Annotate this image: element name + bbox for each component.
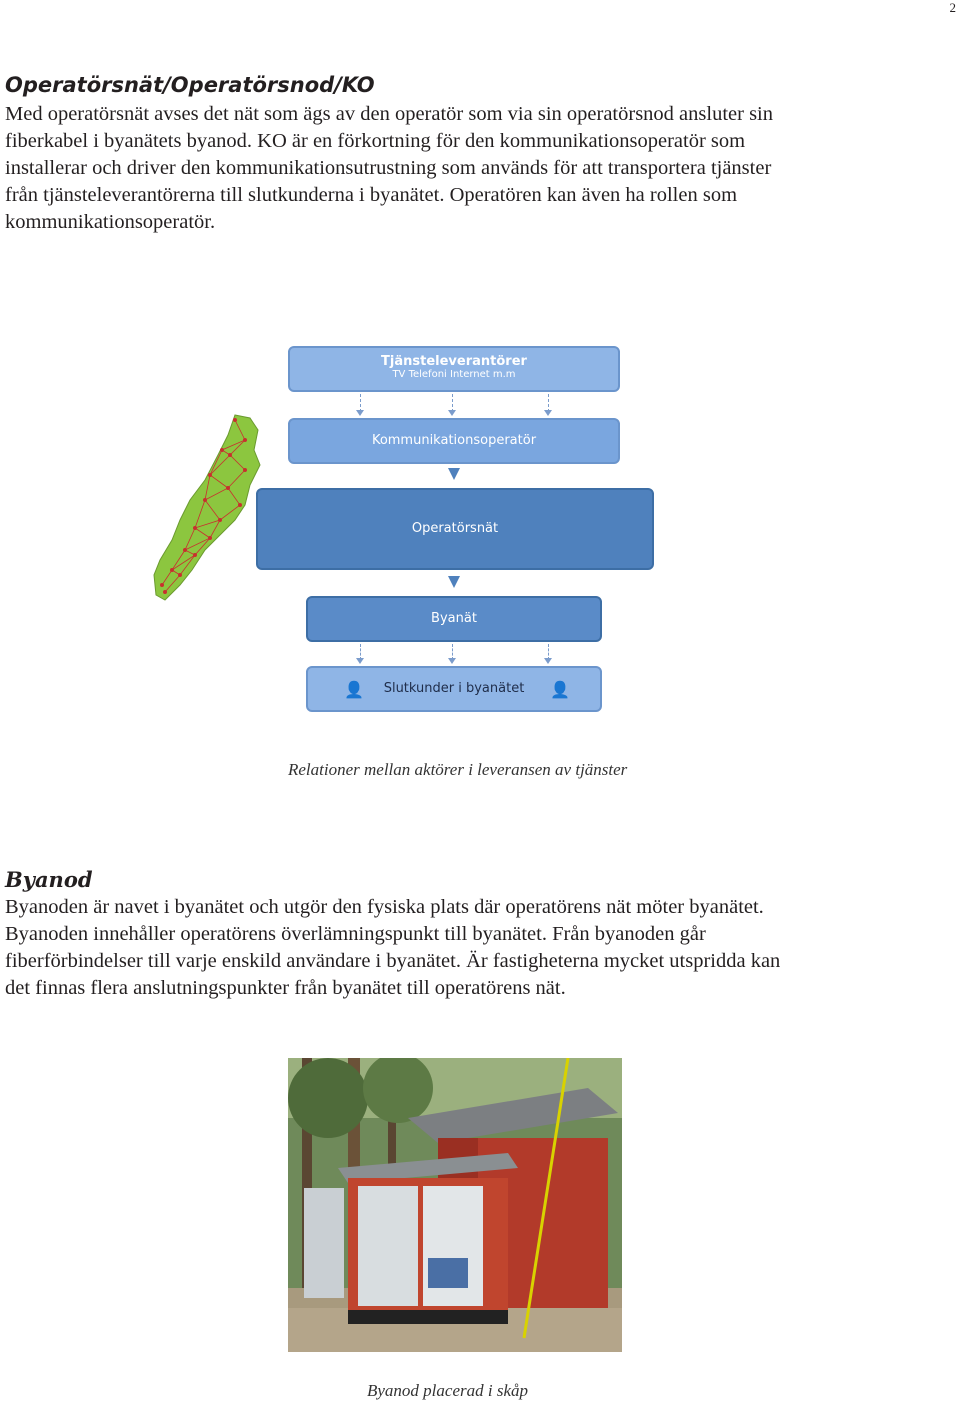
section-heading-operatorsnat: Operatörsnät/Operatörsnod/KO [5,73,375,97]
end-customers-title: Slutkunder i byanätet [383,681,525,696]
diagram-caption: Relationer mellan aktörer i leveransen av tjänster [288,760,628,779]
person-icon: 👤 [344,680,364,699]
arrow-head-icon [356,658,364,664]
arrow-down-icon [448,468,460,480]
text-line: installerar och driver den kommunikationsutrustning som används för att transportera tjänster [5,157,772,179]
sweden-map-icon [150,410,270,610]
village-network-box [306,596,602,642]
photo-caption: Byanod placerad i skåp [367,1381,528,1400]
service-providers-title: Tjänsteleverantörer [381,354,527,369]
text-line: det finnas flera anslutningspunkter från byanätet till operatörens nät. [5,977,566,999]
service-providers-box [288,346,620,392]
text-line: Byanoden är navet i byanätet och utgör den fysiska plats där operatörens nät möter byanätet. [5,896,764,918]
arrow-head-icon [448,658,456,664]
text-line: fiberförbindelser till varje enskild användare i byanätet. Är fastigheterna mycket utspridda kan [5,950,781,972]
paragraph-operatorsnat [5,101,957,236]
end-customers-box [306,666,602,712]
cabinet-photo-image [288,1058,622,1352]
arrow-head-icon [448,410,456,416]
service-providers-subtitle: TV Telefoni Internet m.m [392,369,516,380]
text-line: fiberkabel i byanätets byanod. KO är en förkortning för den kommunikationsoperatör som [5,130,746,152]
page-number: 2 [949,0,956,15]
text-line: Med operatörsnät avses det nät som ägs av den operatör som via sin operatörsnod ansluter sin [5,103,773,125]
text-line: från tjänsteleverantörerna till slutkunderna i byanätet. Operatören kan även ha rollen som [5,184,738,206]
text-line: Byanoden innehåller operatörens överlämningspunkt till byanätet. Från byanoden går [5,923,706,945]
operator-network-title: Operatörsnät [411,521,499,536]
operator-network-box [256,488,654,570]
village-network-title: Byanät [431,611,477,626]
person-icon: 👤 [550,680,570,699]
arrow-head-icon [544,410,552,416]
text-line: kommunikationsoperatör. [5,211,216,233]
paragraph-byanod [5,894,957,1002]
communication-operator-box [288,418,620,464]
byanod-cabinet-photo [288,1058,622,1352]
arrow-head-icon [356,410,364,416]
communication-operator-title: Kommunikationsoperatör [371,433,537,448]
arrow-head-icon [544,658,552,664]
section-heading-byanod: Byanod [5,867,93,892]
arrow-down-icon [448,576,460,588]
actor-relations-diagram [150,340,660,720]
